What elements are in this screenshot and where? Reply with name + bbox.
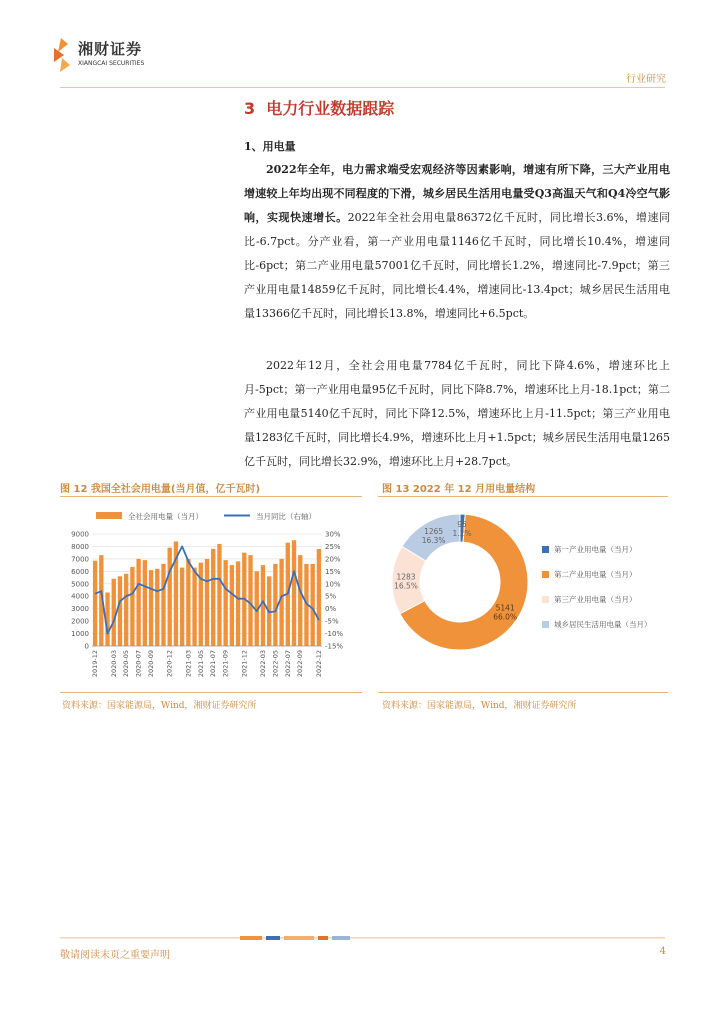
y-right-tick-label: 25%	[325, 542, 341, 551]
x-tick-label: 2020-03	[109, 650, 118, 678]
y-right-tick-label: 10%	[325, 580, 341, 589]
bar	[118, 576, 122, 646]
figure-12-source: 资料来源：国家能源局，Wind，湘财证券研究所	[62, 701, 257, 711]
electricity-structure-donut-chart	[378, 500, 670, 690]
bar	[186, 559, 190, 646]
company-logo	[50, 36, 160, 76]
y-left-tick-label: 0	[84, 642, 89, 651]
legend-label: 城乡居民生活用电量（当月）	[554, 620, 652, 629]
x-tick-label: 2021-05	[196, 650, 205, 678]
slice-pct-label: 16.3%	[421, 535, 446, 545]
paragraph-december: 2022年12月，全社会用电量7784亿千瓦时，同比下降4.6%，增速环比上月-5pct；第一产业用电量95亿千瓦时，同比下降8.7%，增速环比上月-18.1pct；第二产业用电量5140亿千瓦时，同比下降12.5%，增速环比上月-11.5pct；第三产业用电量1283亿千瓦时，同比增长4.9%，增速环比上月+1.5pct；城乡居民生活用电量1265亿千瓦时，同比增长32.9%，增速环比上月+28.7pct。	[244, 359, 670, 468]
paragraph-annual	[244, 158, 670, 326]
x-tick-label: 2020-05	[122, 650, 131, 678]
bar-series	[93, 540, 321, 646]
y-right-tick-label: 30%	[325, 530, 341, 539]
bar	[236, 561, 240, 646]
subsection-heading: 1、用电量	[244, 140, 296, 153]
legend-label: 第三产业用电量（当月）	[554, 595, 637, 604]
x-tick-label: 2022-03	[258, 650, 267, 678]
x-tick-label: 2020-12	[165, 650, 174, 678]
paragraph-annual-body: 2022年全社会用电量86372亿千瓦时，同比增长3.6%，增速同比-6.7pct。分产业看，第一产业用电量1146亿千瓦时，同比增长10.4%，增速同比-6pct；第二产业用电量57001亿千瓦时，同比增长1.2%，增速同比-7.9pct；第三产业用电量14859亿千瓦时，同比增长4.4%，增速同比-13.4pct；城乡居民生活用电量13366亿千瓦时，同比增长13.8%，增速同比+6.5pct。	[244, 211, 671, 320]
bar	[230, 565, 234, 646]
figure-13-title: 图 13 2022 年 12 月用电量结构	[382, 484, 536, 495]
bar	[112, 579, 116, 646]
slice-value-label: 95	[457, 520, 467, 530]
y-left-tick-label: 8000	[71, 542, 89, 551]
legend-label: 第一产业用电量（当月）	[554, 545, 637, 554]
slice-pct-label: 16.5%	[394, 581, 418, 591]
x-tick-label: 2022-07	[283, 650, 292, 678]
x-tick-label: 2022-09	[296, 650, 305, 678]
y-axis-left	[71, 531, 89, 651]
section-number: 3	[244, 99, 256, 118]
bar	[136, 559, 140, 646]
bar	[149, 570, 153, 646]
x-tick-label: 2020-09	[147, 650, 156, 678]
logo-mark-icon	[50, 38, 72, 72]
legend-swatch-bars	[96, 512, 122, 519]
bar	[223, 560, 227, 646]
legend-swatch	[542, 621, 549, 628]
bar	[192, 568, 196, 646]
legend-label-bars: 全社会用电量（当月）	[128, 512, 203, 521]
page-number: 4	[659, 946, 666, 957]
figure-12-bottom-rule	[60, 692, 362, 693]
y-left-tick-label: 6000	[71, 567, 89, 576]
y-left-tick-label: 5000	[71, 580, 89, 589]
legend-swatch	[542, 596, 549, 603]
x-tick-label: 2021-09	[221, 650, 230, 678]
legend-label: 第二产业用电量（当月）	[554, 570, 637, 579]
header-divider	[60, 87, 665, 88]
section-label: 行业研究	[626, 74, 666, 85]
bar	[217, 544, 221, 646]
legend-label-line: 当月同比（右轴）	[256, 512, 316, 521]
x-tick-label: 2022-12	[314, 650, 323, 678]
y-left-tick-label: 3000	[71, 605, 89, 614]
bar	[161, 564, 165, 646]
x-tick-label: 2021-03	[184, 650, 193, 678]
slice-pct-label: 1.2%	[452, 529, 472, 539]
bar	[317, 549, 321, 646]
footer-disclaimer: 敬请阅读末页之重要声明	[60, 950, 170, 961]
bar	[311, 564, 315, 646]
bar	[124, 574, 128, 646]
slice-value-label: 1265	[424, 526, 444, 536]
chart-legend	[96, 511, 316, 521]
y-right-tick-label: -10%	[325, 630, 344, 639]
y-right-tick-label: 5%	[325, 592, 337, 601]
x-tick-label: 2022-05	[271, 650, 280, 678]
bar	[130, 567, 134, 646]
donut-legend	[542, 544, 652, 629]
y-right-tick-label: 20%	[325, 555, 341, 564]
bar	[180, 568, 184, 646]
logo-text-cn: 湘财证券	[78, 40, 143, 58]
figure-13-bottom-rule	[378, 692, 668, 693]
bar	[168, 548, 172, 646]
y-right-tick-label: 15%	[325, 567, 341, 576]
y-left-tick-label: 9000	[71, 530, 89, 539]
y-left-tick-label: 7000	[71, 555, 89, 564]
bar	[93, 561, 97, 646]
x-tick-label: 2021-07	[209, 650, 218, 678]
legend-swatch	[542, 546, 549, 553]
paragraph-annual-lead: 2022年全年，电力需求端受宏观经济等因素影响，增速有所下降，三大产业用电增速较上年均出现不同程度的下滑，城乡居民生活用电量受Q3高温天气和Q4冷空气影响，实现快速增长。	[244, 163, 670, 224]
figure-12-title: 图 12 我国全社会用电量(当月值，亿千瓦时)	[60, 484, 261, 495]
x-tick-label: 2021-12	[240, 650, 249, 678]
figure-13-source: 资料来源：国家能源局，Wind，湘财证券研究所	[382, 701, 577, 711]
y-left-tick-label: 1000	[71, 630, 89, 639]
y-right-tick-label: -15%	[325, 642, 344, 651]
y-left-tick-label: 2000	[71, 617, 89, 626]
y-right-tick-label: -5%	[325, 617, 339, 626]
logo-text-en: XIANGCAI SECURITIES	[78, 60, 145, 67]
legend-swatch	[542, 571, 549, 578]
section-title-text: 电力行业数据跟踪	[266, 99, 395, 118]
bar	[273, 564, 277, 646]
y-axis-right	[325, 531, 343, 651]
x-tick-label: 2019-12	[91, 650, 100, 678]
bar	[279, 559, 283, 646]
bar	[143, 560, 147, 646]
slice-value-label: 5141	[495, 603, 515, 613]
figure-13-top-rule	[378, 496, 668, 497]
footer-decorative-bar	[60, 936, 665, 940]
bar	[292, 540, 296, 646]
x-axis	[91, 646, 323, 677]
bar	[199, 563, 203, 646]
electricity-consumption-chart	[60, 500, 362, 690]
bar	[205, 559, 209, 646]
slice-pct-label: 66.0%	[493, 612, 518, 622]
bar	[155, 569, 159, 646]
y-left-tick-label: 4000	[71, 592, 89, 601]
bar	[298, 555, 302, 646]
slice-value-label: 1283	[396, 572, 416, 582]
section-title	[244, 96, 394, 119]
y-right-tick-label: 0%	[325, 605, 337, 614]
bar	[248, 555, 252, 646]
figure-12-top-rule	[60, 496, 362, 497]
x-tick-label: 2020-07	[134, 650, 143, 678]
bar	[211, 549, 215, 646]
